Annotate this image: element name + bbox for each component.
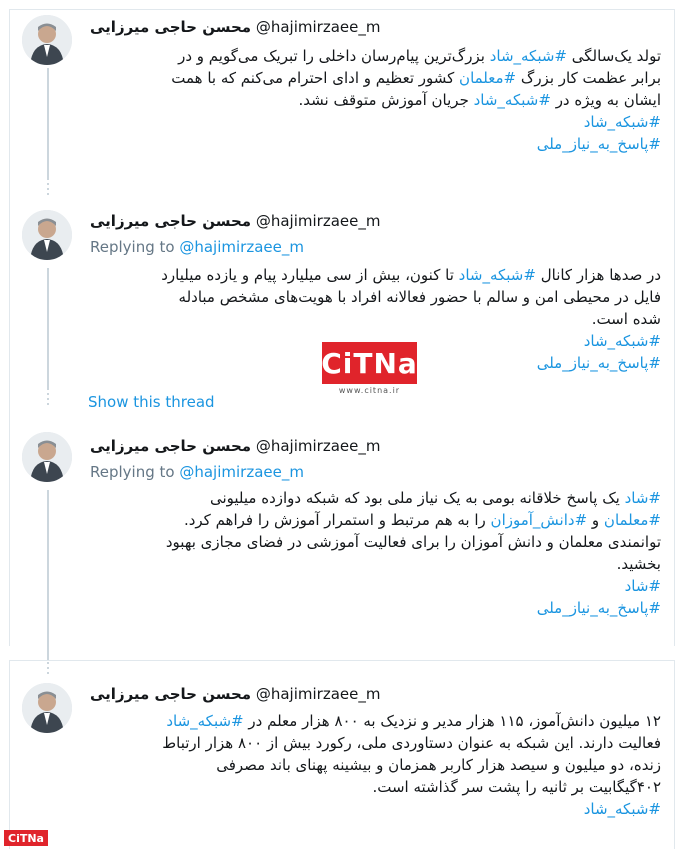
tweet-line: ۱۲ میلیون دانش‌آموز، ۱۱۵ هزار مدیر و نزدیک به ۸۰۰ هزار معلم در #شبکه_شاد [166,712,661,730]
author-name[interactable]: محسن حاجی میرزایی [90,685,252,703]
thread-gap-2 [47,393,49,408]
thread-connector-2 [47,268,49,390]
tweet-line: ایشان به ویژه در #شبکه_شاد جریان آموزش متوقف نشد. [298,91,661,109]
hashtag-link[interactable]: #شبکه_شاد [583,800,661,818]
avatar[interactable] [22,432,72,482]
show-thread-link[interactable]: Show this thread [88,393,215,411]
tweet-line: در صدها هزار کانال #شبکه_شاد تا کنون، بیش از سی میلیارد پیام و یازده میلیارد [161,266,661,284]
citna-corner-logo: CiTNa [4,830,48,846]
hashtag-link[interactable]: #شبکه_شاد [583,113,661,131]
citna-watermark-logo [322,342,417,398]
hashtag-link[interactable]: #شبکه_شاد [583,332,661,350]
replying-label: Replying to [90,463,175,481]
tweet-line: فعالیت دارند. این شبکه به عنوان دستاوردی ملی، رکورد بیش از ۸۰۰ هزار ارتباط [162,734,661,752]
citna-url: www.citna.ir [338,386,401,395]
avatar[interactable] [22,15,72,65]
hashtag-link[interactable]: #پاسخ_به_نیاز_ملی [536,354,661,372]
hashtag-link[interactable]: #شبکه_شاد [458,266,536,284]
tweet-header [90,437,380,455]
tweet-header [90,212,380,230]
tweet-line: #معلمان و #دانش_آموزان را به هم مرتبط و استمرار آموزش را فراهم کرد. [183,511,661,529]
author-handle[interactable]: @hajimirzaee_m [255,212,381,230]
tweet-line: توانمندی معلمان و دانش آموزان را برای فعالیت آموزشی در فضای مجازی بهبود [165,533,661,551]
hashtag-link[interactable]: #شبکه_شاد [473,91,551,109]
citna-brand: CiTNa [322,342,417,384]
hashtag-link[interactable]: #پاسخ_به_نیاز_ملی [536,135,661,153]
hashtag-link[interactable]: #دانش_آموزان [490,511,588,529]
tweet-line: #شاد یک پاسخ خلاقانه بومی به یک نیاز ملی بود که شبکه دوازده میلیونی [209,489,661,507]
avatar[interactable] [22,210,72,260]
replying-to [90,238,304,256]
hashtag-link[interactable]: #پاسخ_به_نیاز_ملی [536,599,661,617]
thread-connector-1 [47,68,49,180]
author-handle[interactable]: @hajimirzaee_m [255,685,381,703]
tweet-line: تولد یک‌سالگی #شبکه_شاد بزرگ‌ترین پیام‌رسان داخلی را تبریک می‌گویم و در [178,47,661,65]
author-name[interactable]: محسن حاجی میرزایی [90,437,252,455]
hashtag-link[interactable]: #شاد [624,489,661,507]
tweet-text [86,710,661,820]
author-handle[interactable]: @hajimirzaee_m [255,18,381,36]
hashtag-link[interactable]: #شبکه_شاد [166,712,244,730]
replying-to [90,463,304,481]
tweet-text [86,45,661,155]
tweet-header [90,18,380,36]
hashtag-link[interactable]: #معلمان [603,511,661,529]
thread-connector-3 [47,490,49,660]
author-handle[interactable]: @hajimirzaee_m [255,437,381,455]
tweet-header [90,685,380,703]
hashtag-link[interactable]: #معلمان [459,69,517,87]
tweet-text [86,487,661,619]
thread-gap-3 [47,662,49,677]
author-name[interactable]: محسن حاجی میرزایی [90,212,252,230]
tweet-line: بخشید. [616,555,661,573]
replying-mention-link[interactable]: @hajimirzaee_m [179,463,304,481]
replying-mention-link[interactable]: @hajimirzaee_m [179,238,304,256]
tweet-line: ۴۰۲گیگابیت بر ثانیه را پشت سر گذاشته است. [372,778,661,796]
tweet-line: زنده، دو میلیون و سیصد هزار کاربر همزمان و بیشینه پهنای باند مصرفی [216,756,661,774]
tweet-line: شده است. [591,310,661,328]
avatar[interactable] [22,683,72,733]
replying-label: Replying to [90,238,175,256]
hashtag-link[interactable]: #شبکه_شاد [489,47,567,65]
thread-gap-1 [47,183,49,198]
hashtag-link[interactable]: #شاد [624,577,661,595]
author-name[interactable]: محسن حاجی میرزایی [90,18,252,36]
tweet-line: برابر عظمت کار بزرگ #معلمان کشور تعظیم و ادای احترام می‌کنم که با همت [171,69,661,87]
tweet-line: فایل در محیطی امن و سالم با حضور فعالانه افراد با هویت‌های مشخص مبادله [178,288,661,306]
